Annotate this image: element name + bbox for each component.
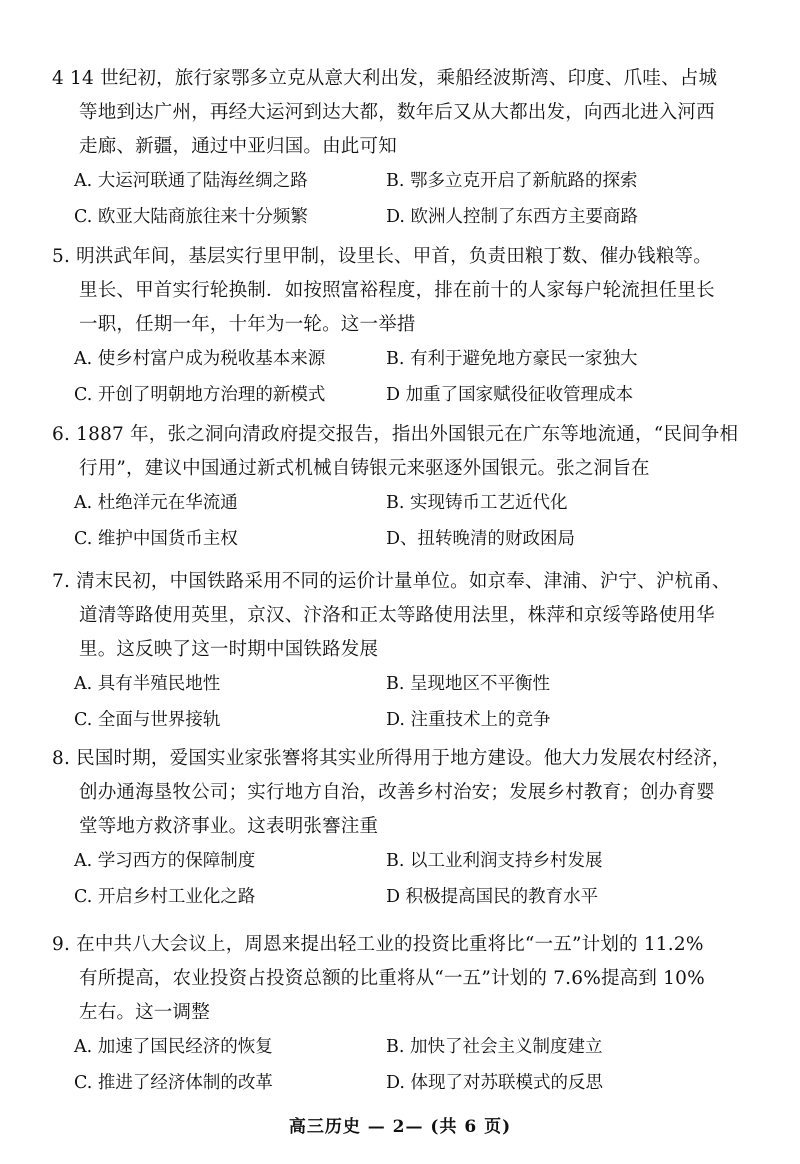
option-c: C. 开创了明朝地方治理的新模式 xyxy=(74,385,326,405)
option-a: A. 具有半殖民地性 xyxy=(74,674,221,694)
question-line: 9. 在中共八大会议上，周恩来提出轻工业的投资比重将比“一五”计划的 11.2% xyxy=(52,934,704,955)
option-a: A. 大运河联通了陆海丝绸之路 xyxy=(74,171,308,191)
option-b: B. 呈现地区不平衡性 xyxy=(386,674,550,694)
question-4 xyxy=(52,62,772,236)
question-line: 堂等地方救济事业。这表明张謇注重 xyxy=(79,816,379,837)
question-9 xyxy=(52,928,772,1102)
question-line: 8. 民国时期，爱国实业家张謇将其实业所得用于地方建设。他大力发展农村经济， xyxy=(52,748,731,769)
question-line: 道清等路使用英里，京汉、汴洛和正太等路使用法里，株萍和京绥等路使用华 xyxy=(79,605,715,626)
option-a: A. 加速了国民经济的恢复 xyxy=(74,1037,273,1057)
question-line: 里长、甲首实行轮换制．如按照富裕程度，排在前十的人家每户轮流担任里长 xyxy=(79,280,715,301)
option-b: B. 加快了社会主义制度建立 xyxy=(386,1037,603,1057)
question-6 xyxy=(52,418,772,558)
option-d: D 积极提高国民的教育水平 xyxy=(386,887,599,907)
question-8 xyxy=(52,742,772,916)
option-d: D 加重了国家赋役征收管理成本 xyxy=(386,385,634,405)
question-line: 创办通海垦牧公司；实行地方自治，改善乡村治安；发展乡村教育；创办育婴 xyxy=(79,782,715,803)
option-b: B. 有利于避免地方豪民一家独大 xyxy=(386,349,638,369)
question-line: 6. 1887 年，张之洞向清政府提交报告，指出外国银元在广东等地流通，“民间争相 xyxy=(52,424,739,445)
option-c: C. 维护中国货币主权 xyxy=(74,529,238,549)
question-line: 5. 明洪武年间，基层实行里甲制，设里长、甲首，负责田粮丁数、催办钱粮等。 xyxy=(52,246,712,267)
question-line: 里。这反映了这一时期中国铁路发展 xyxy=(79,639,379,660)
option-a: A. 学习西方的保障制度 xyxy=(74,851,256,871)
question-line: 4 14 世纪初，旅行家鄂多立克从意大利出发，乘船经波斯湾、印度、爪哇、占城 xyxy=(52,68,718,89)
option-a: A. 使乡村富户成为税收基本来源 xyxy=(74,349,326,369)
page-footer: 高三历史 — 2— (共 6 页) xyxy=(288,1117,512,1137)
question-line: 有所提高，农业投资占投资总额的比重将从“一五”计划的 7.6%提高到 10% xyxy=(79,968,705,989)
option-d: D. 欧洲人控制了东西方主要商路 xyxy=(386,207,639,227)
option-c: C. 推进了经济体制的改革 xyxy=(74,1073,273,1093)
question-line: 行用”，建议中国通过新式机械自铸银元来驱逐外国银元。张之洞旨在 xyxy=(79,458,650,479)
option-d: D. 注重技术上的竞争 xyxy=(386,710,551,730)
question-line: 走廊、新疆，通过中亚归国。由此可知 xyxy=(79,136,397,157)
question-line: 左右。这一调整 xyxy=(79,1002,210,1023)
option-c: C. 全面与世界接轨 xyxy=(74,710,221,730)
option-c: C. 欧亚大陆商旅往来十分频繁 xyxy=(74,207,308,227)
option-d: D. 体现了对苏联模式的反思 xyxy=(386,1073,604,1093)
question-7 xyxy=(52,565,772,739)
option-b: B. 以工业利润支持乡村发展 xyxy=(386,851,603,871)
question-line: 一职，任期一年，十年为一轮。这一举措 xyxy=(79,314,416,335)
option-d: D、扭转晚清的财政困局 xyxy=(386,529,576,549)
question-line: 等地到达广州，再经大运河到达大都，数年后又从大都出发，向西北进入河西 xyxy=(79,102,715,123)
option-b: B. 实现铸币工艺近代化 xyxy=(386,493,568,513)
question-line: 7. 清末民初，中国铁路采用不同的运价计量单位。如京奉、津浦、沪宁、沪杭甬、 xyxy=(52,571,731,592)
option-b: B. 鄂多立克开启了新航路的探索 xyxy=(386,171,638,191)
question-5 xyxy=(52,240,772,414)
option-c: C. 开启乡村工业化之路 xyxy=(74,887,256,907)
option-a: A. 杜绝洋元在华流通 xyxy=(74,493,238,513)
